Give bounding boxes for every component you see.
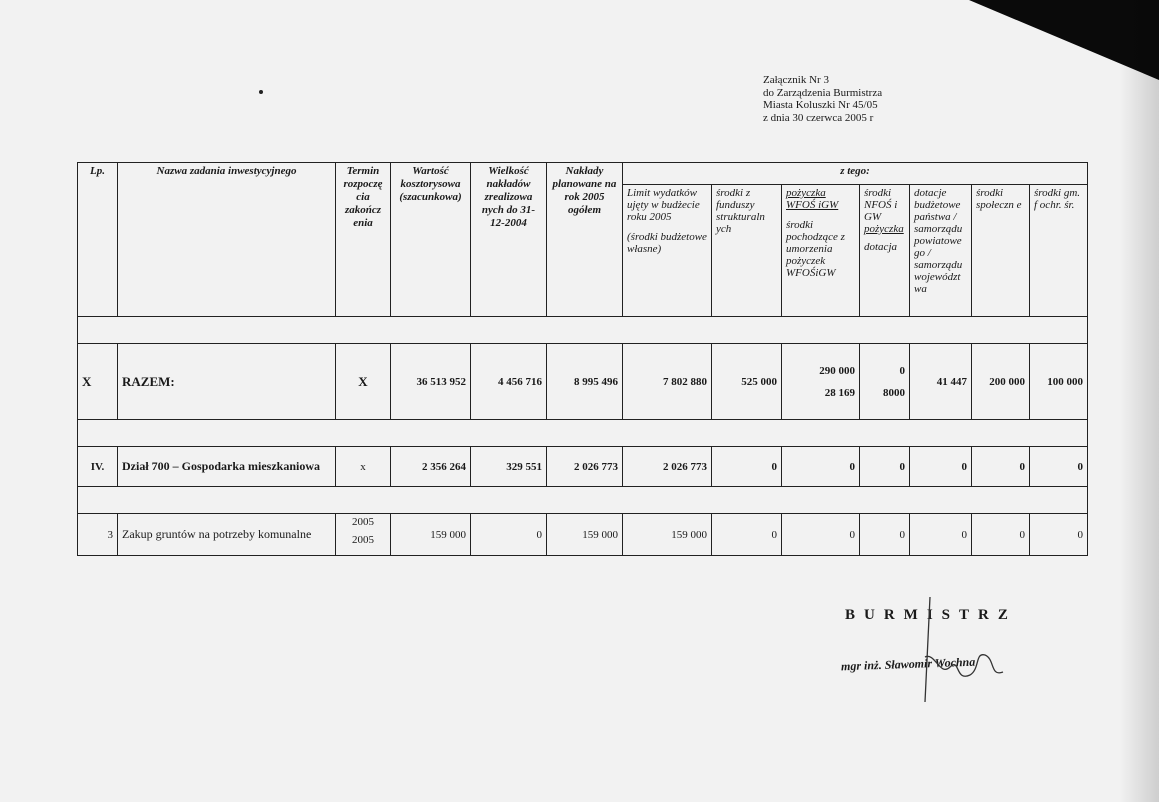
wfos-loan-label: pożyczka WFOŚ iGW <box>786 187 839 211</box>
total-term: X <box>336 344 391 420</box>
section-nfos: 0 <box>860 447 910 487</box>
section-gmina: 0 <box>1030 447 1088 487</box>
section-name: Dział 700 – Gospodarka mieszkaniowa <box>118 447 336 487</box>
attachment-line: do Zarządzenia Burmistrza <box>763 86 883 99</box>
section-realized: 329 551 <box>471 447 547 487</box>
section-structural: 0 <box>712 447 782 487</box>
nfos-grant-label: dotacja <box>864 241 897 253</box>
signature-title: BURMISTRZ <box>845 607 1017 623</box>
nfos-label: środki NFOŚ i GW <box>864 187 898 223</box>
section-state: 0 <box>910 447 972 487</box>
total-wfos <box>782 344 860 420</box>
section-value: 2 356 264 <box>391 447 471 487</box>
section-wfos: 0 <box>782 447 860 487</box>
item-limit: 159 000 <box>623 514 712 556</box>
signature-block <box>840 607 1017 674</box>
total-nfos-loan: 0 <box>899 364 905 377</box>
total-state: 41 447 <box>910 344 972 420</box>
limit-note: (środki budżetowe własne) <box>627 231 707 255</box>
item-value: 159 000 <box>391 514 471 556</box>
col-header-social: środki społeczn e <box>972 185 1030 317</box>
col-header-state: dotacje budżetowe państwa / samorządu powiatowe go / samorządu województ wa <box>910 185 972 317</box>
attachment-line: Załącznik Nr 3 <box>763 74 829 86</box>
section-lp: IV. <box>78 447 118 487</box>
total-lp: X <box>78 344 118 420</box>
col-header-realized: Wielkość nakładów zrealizowa nych do 31-12-2004 <box>471 163 547 317</box>
item-state: 0 <box>910 514 972 556</box>
total-realized: 4 456 716 <box>471 344 547 420</box>
spacer-row <box>78 317 1088 344</box>
section-social: 0 <box>972 447 1030 487</box>
col-header-planned: Nakłady planowane na rok 2005 ogółem <box>547 163 623 317</box>
item-term-end: 2005 <box>352 534 374 546</box>
col-header-lp: Lp. <box>78 163 118 317</box>
signature-name: mgr inż. Sławomir Wochna <box>840 654 976 674</box>
attachment-line: Miasta Koluszki Nr 45/05 <box>763 99 878 111</box>
col-header-gmina: środki gm. f ochr. śr. <box>1030 185 1088 317</box>
attachment-note <box>763 74 882 124</box>
col-header-value: Wartość kosztorysowa (szacunkowa) <box>391 163 471 317</box>
col-header-wfos <box>782 185 860 317</box>
scan-speck <box>259 90 263 94</box>
col-header-of-which: z tego: <box>623 163 1088 185</box>
total-nfos <box>860 344 910 420</box>
total-planned: 8 995 496 <box>547 344 623 420</box>
total-nfos-grant: 8000 <box>883 386 905 399</box>
investment-table <box>77 162 1088 556</box>
item-wfos: 0 <box>782 514 860 556</box>
item-nfos: 0 <box>860 514 910 556</box>
table-row-item <box>78 514 1088 556</box>
item-name: Zakup gruntów na potrzeby komunalne <box>118 514 336 556</box>
attachment-line: z dnia 30 czerwca 2005 r <box>763 111 874 124</box>
section-term: x <box>336 447 391 487</box>
table-row-total <box>78 344 1088 420</box>
nfos-loan-label: pożyczka <box>864 223 904 235</box>
item-planned: 159 000 <box>547 514 623 556</box>
col-header-nfos <box>860 185 910 317</box>
section-limit: 2 026 773 <box>623 447 712 487</box>
col-header-term: Termin rozpoczę cia zakończ enia <box>336 163 391 317</box>
spacer-row <box>78 487 1088 514</box>
total-structural: 525 000 <box>712 344 782 420</box>
limit-label: Limit wydatków ujęty w budżecie roku 2005 <box>627 187 700 223</box>
total-gmina: 100 000 <box>1030 344 1088 420</box>
item-realized: 0 <box>471 514 547 556</box>
total-limit: 7 802 880 <box>623 344 712 420</box>
spacer-row <box>78 420 1088 447</box>
total-wfos-remit: 28 169 <box>824 386 855 399</box>
item-structural: 0 <box>712 514 782 556</box>
item-term <box>336 514 391 556</box>
total-social: 200 000 <box>972 344 1030 420</box>
col-header-structural: środki z funduszy strukturaln ych <box>712 185 782 317</box>
col-header-limit <box>623 185 712 317</box>
wfos-note: środki pochodzące z umorzenia pożyczek WFOŚiGW <box>786 219 845 279</box>
handwritten-signature-icon <box>905 597 1025 717</box>
scan-edge-gradient <box>1119 0 1159 802</box>
col-header-name: Nazwa zadania inwestycyjnego <box>118 163 336 317</box>
item-term-start: 2005 <box>352 516 374 528</box>
item-social: 0 <box>972 514 1030 556</box>
item-lp: 3 <box>78 514 118 556</box>
total-name: RAZEM: <box>118 344 336 420</box>
table-row-section <box>78 447 1088 487</box>
total-wfos-loan: 290 000 <box>819 364 855 377</box>
total-value: 36 513 952 <box>391 344 471 420</box>
section-planned: 2 026 773 <box>547 447 623 487</box>
item-gmina: 0 <box>1030 514 1088 556</box>
